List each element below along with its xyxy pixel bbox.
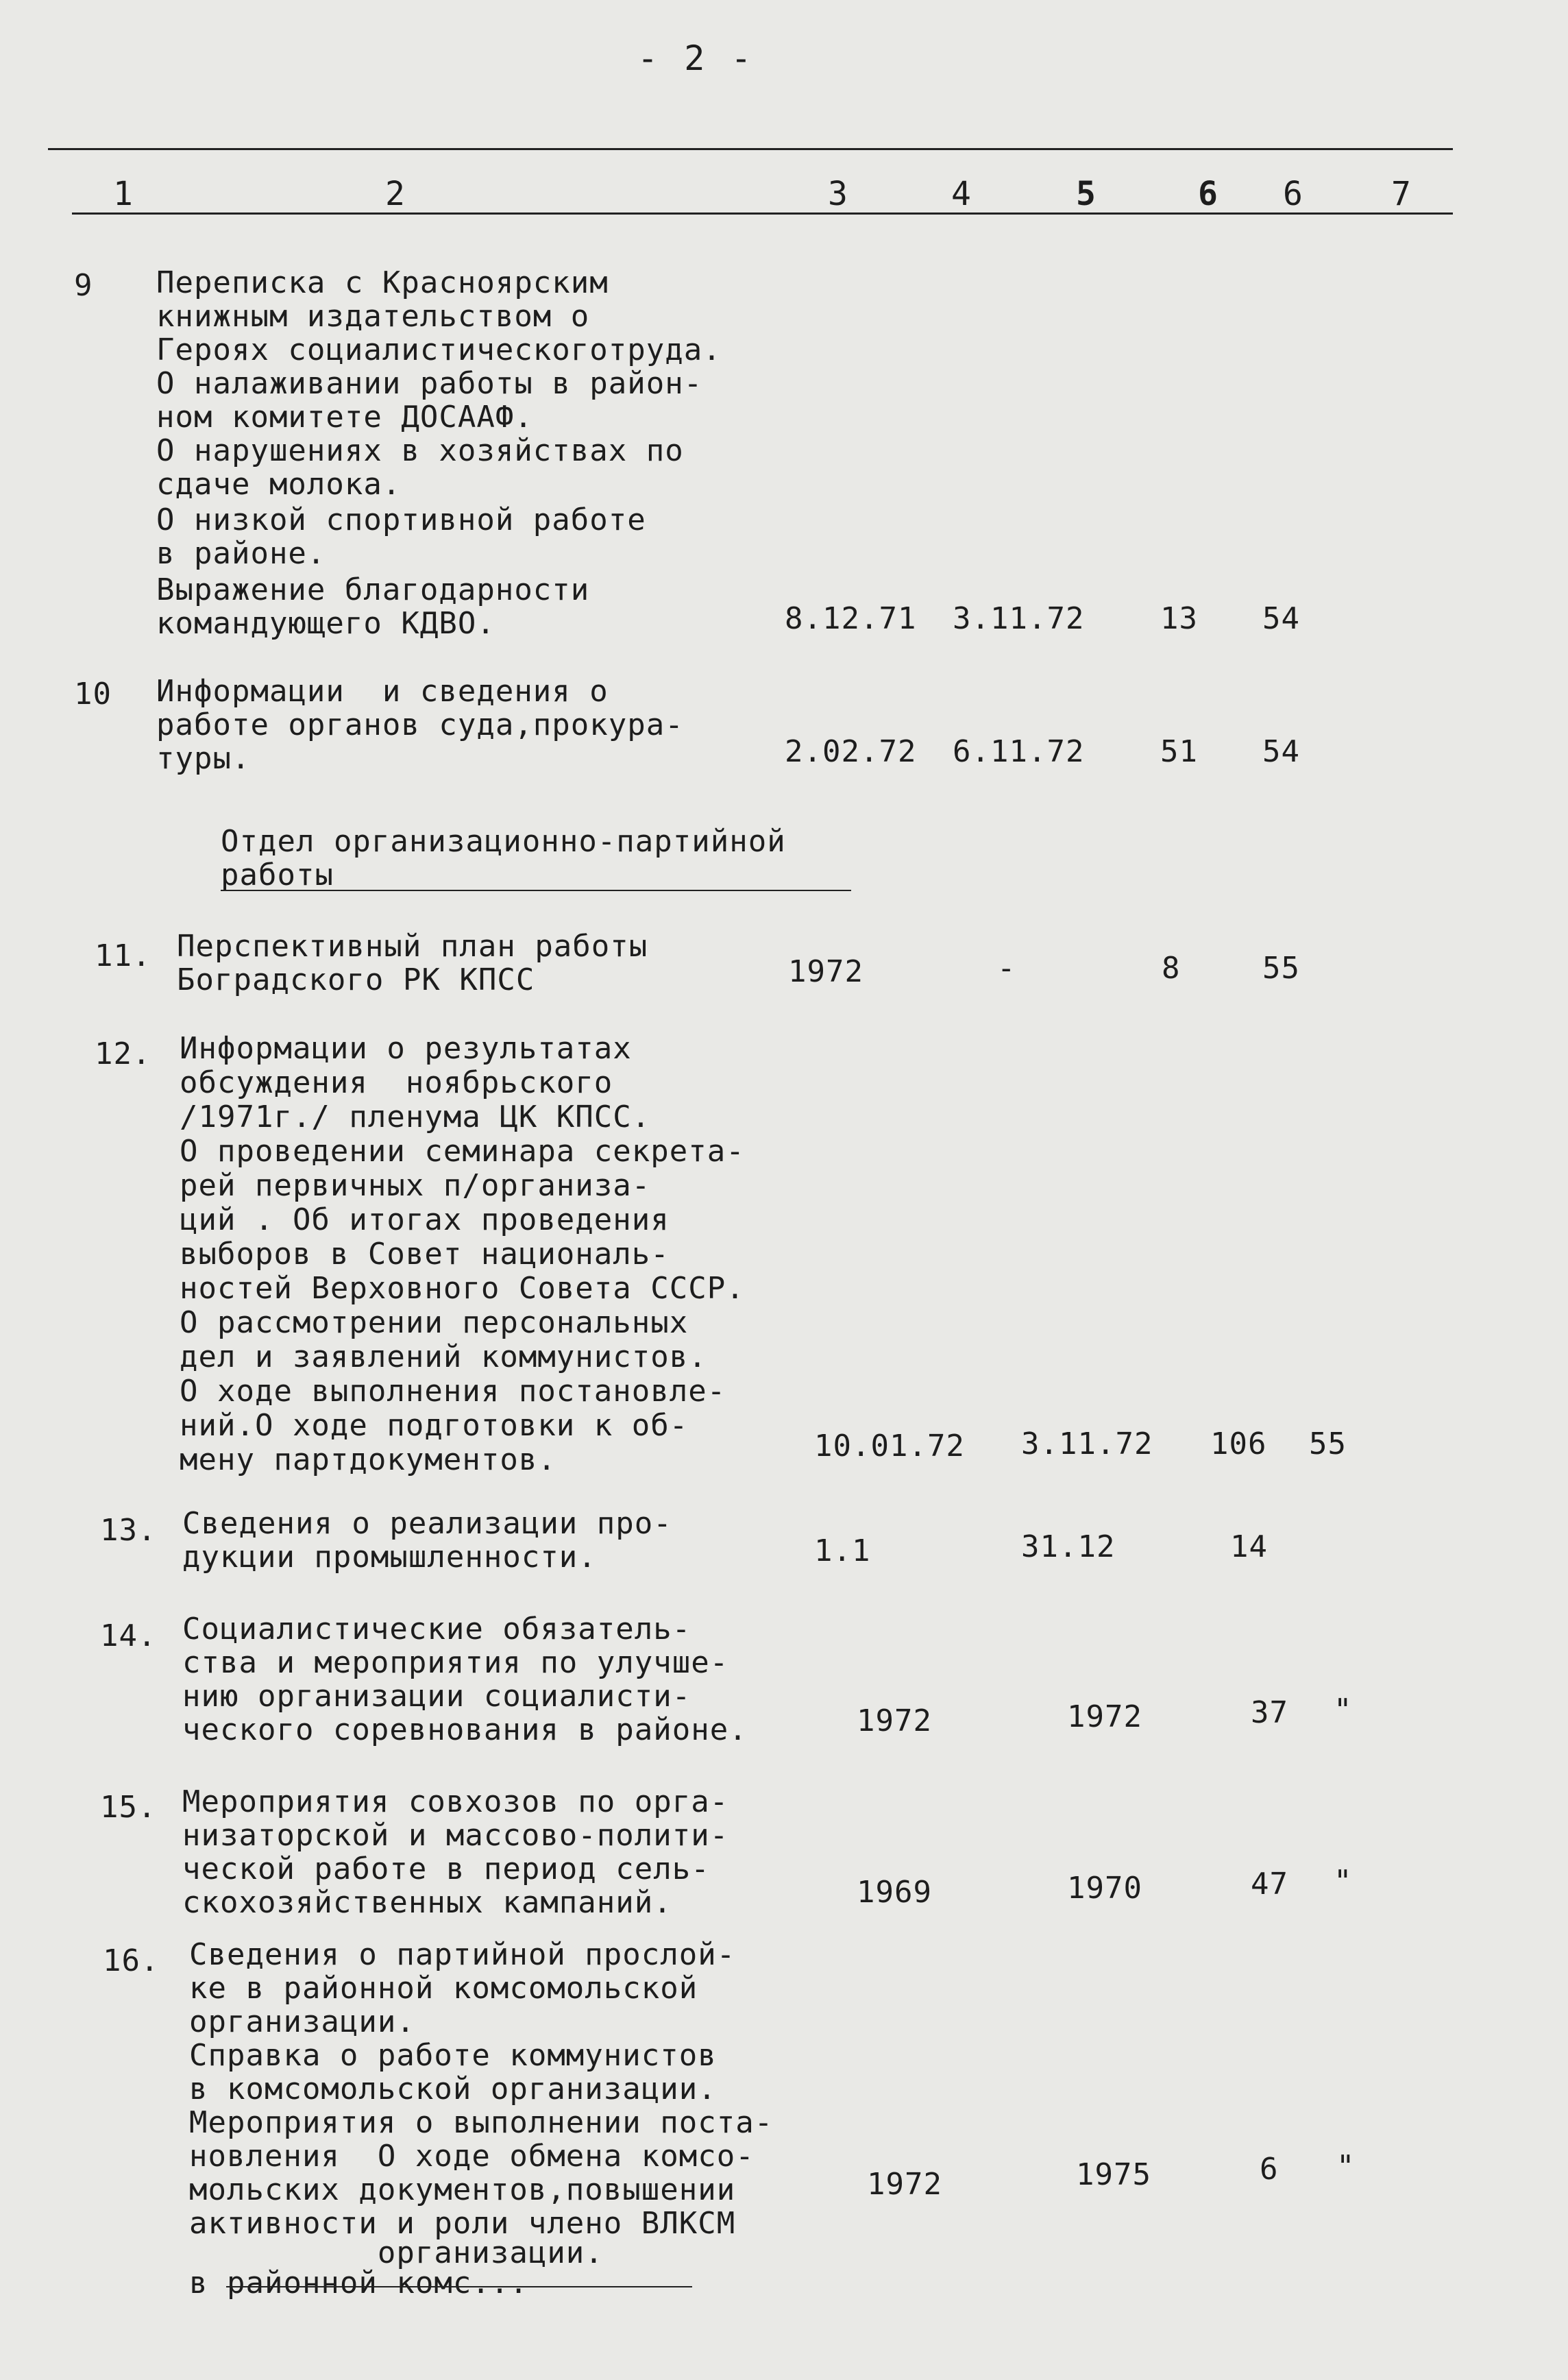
entry-col6: 55 [1309, 1426, 1347, 1461]
entry-text-line: Мероприятия о выполнении поста- [189, 2105, 774, 2140]
entry-text-line: дел и заявлений коммунистов. [180, 1339, 707, 1374]
page-number: - 2 - [637, 38, 755, 78]
entry-start-date: 2.02.72 [785, 734, 917, 769]
entry-text-line: ке в районной комсомольской [189, 1971, 698, 2006]
entry-text-line: Информации о результатах [180, 1031, 632, 1066]
entry-col6: " [1334, 1692, 1353, 1727]
entry-sheet-count: 106 [1210, 1426, 1267, 1461]
entry-number: 13. [100, 1513, 157, 1548]
section-heading-line: Отдел организационно-партийной [221, 824, 786, 859]
column-header-2: 2 [385, 175, 405, 213]
entry-text-line: дукции промышленности. [182, 1540, 597, 1575]
entry-sheet-count: 51 [1160, 734, 1198, 769]
entry-end-date: 3.11.72 [1021, 1426, 1153, 1461]
entry-text-line: рей первичных п/организа- [180, 1168, 651, 1203]
entry-end-date: 31.12 [1021, 1529, 1116, 1564]
header-bottom-rule [72, 212, 1453, 215]
entry-text-line: низаторской и массово-полити- [182, 1818, 729, 1853]
column-header-7: 7 [1391, 175, 1411, 213]
entry-text-line: О налаживании работы в район- [156, 366, 703, 401]
bottom-cut-line [226, 2286, 692, 2287]
entry-text-line: ческой работе в период сель- [182, 1851, 710, 1886]
entry-text-line: мольских документов,повышении [189, 2172, 736, 2207]
entry-text-line: О низкой спортивной работе [156, 502, 646, 537]
entry-text-line: выборов в Совет националь- [180, 1237, 670, 1272]
entry-text-line: О ходе выполнения постановле- [180, 1374, 726, 1409]
entry-number: 11. [95, 938, 151, 973]
entry-text-line: организации. [189, 2004, 415, 2039]
column-header-1: 1 [113, 175, 133, 213]
entry-text-line: мену партдокументов. [180, 1442, 556, 1477]
column-header-6b: 6 [1283, 175, 1303, 213]
entry-text-line: сдаче молока. [156, 467, 402, 502]
entry-number: 16. [103, 1943, 160, 1978]
entry-start-date: 1972 [788, 954, 863, 989]
entry-text-line: О нарушениях в хозяйствах по [156, 433, 684, 468]
entry-number: 14. [100, 1618, 157, 1653]
entry-start-date: 1.1 [814, 1533, 871, 1568]
entry-start-date: 1969 [857, 1875, 932, 1910]
header-top-rule [48, 148, 1453, 150]
entry-start-date: 10.01.72 [814, 1429, 965, 1464]
entry-text-line: в комсомольской организации. [189, 2072, 717, 2106]
entry-text-line: Сведения о реализации про- [182, 1506, 672, 1541]
entry-end-date: 1970 [1067, 1871, 1142, 1906]
entry-text-line: Героях социалистическоготруда. [156, 332, 722, 367]
entry-end-date: 6.11.72 [953, 734, 1085, 769]
entry-text-line: ний.О ходе подготовки к об- [180, 1408, 689, 1443]
entry-number: 12. [95, 1036, 151, 1071]
entry-text-line: Сведения о партийной прослой- [189, 1937, 736, 1972]
section-heading-underline [221, 890, 851, 891]
entry-end-date: 1975 [1076, 2157, 1151, 2192]
entry-sheet-count: 13 [1160, 601, 1198, 636]
entry-start-date: 1972 [867, 2167, 942, 2202]
entry-number: 10 [74, 677, 112, 712]
entry-text-line: скохозяйственных кампаний. [182, 1885, 672, 1920]
entry-text-line: активности и роли члено ВЛКСМ [189, 2206, 736, 2241]
entry-sheet-count: 37 [1251, 1695, 1288, 1730]
column-header-3: 3 [828, 175, 848, 213]
section-heading-line: работы [221, 858, 334, 892]
entry-text-line: ностей Верховного Совета СССР. [180, 1271, 745, 1306]
entry-text-line: Перспективный план работы [177, 929, 648, 964]
entry-text-line: Справка о работе коммунистов [189, 2038, 717, 2073]
entry-col6: 55 [1262, 951, 1300, 986]
entry-text-line: книжным издательством о [156, 299, 590, 334]
column-header-5: 5 [1076, 175, 1096, 213]
entry-text-line: обсуждения ноябрьского [180, 1065, 613, 1100]
column-header-4: 4 [951, 175, 971, 213]
entry-text-line: ства и мероприятия по улучше- [182, 1645, 729, 1680]
entry-text-line: организации. [189, 2235, 604, 2270]
entry-text-line: Социалистические обязатель- [182, 1612, 691, 1647]
entry-text-line: ций . Об итогах проведения [180, 1202, 670, 1237]
entry-col6: " [1334, 1864, 1353, 1899]
entry-start-date: 8.12.71 [785, 601, 917, 636]
column-header-6a: 6 [1198, 175, 1218, 213]
entry-end-date: 3.11.72 [953, 601, 1085, 636]
entry-col6: 54 [1262, 601, 1300, 636]
entry-col6: " [1336, 2149, 1356, 2184]
entry-sheet-count: 14 [1230, 1529, 1268, 1564]
entry-text-line: новления О ходе обмена комсо- [189, 2139, 755, 2174]
entry-text-line: в районе. [156, 536, 326, 571]
entry-text-line: ном комитете ДОСААФ. [156, 400, 533, 435]
entry-text-line: работе органов суда,прокура- [156, 707, 684, 742]
entry-end-date: 1972 [1067, 1699, 1142, 1734]
entry-text-line: О рассмотрении персональных [180, 1305, 689, 1340]
entry-text-line: Мероприятия совхозов по орга- [182, 1784, 729, 1819]
entry-text-line: Выражение благодарности [156, 572, 590, 607]
entry-text-line: нию организации социалисти- [182, 1679, 691, 1714]
entry-text-line: в районной комс... [189, 2266, 528, 2300]
entry-text-line: Переписка с Красноярским [156, 265, 609, 300]
entry-text-line: О проведении семинара секрета- [180, 1134, 745, 1169]
entry-sheet-count: 6 [1260, 2152, 1279, 2187]
entry-number: 9 [74, 268, 93, 303]
entry-text-line: Информации и сведения о [156, 674, 609, 709]
entry-text-line: командующего КДВО. [156, 606, 495, 641]
entry-start-date: 1972 [857, 1703, 932, 1738]
entry-text-line: /1971г./ пленума ЦК КПСС. [180, 1100, 651, 1134]
entry-text-line: Боградского РК КПСС [177, 962, 535, 997]
entry-text-line: ческого соревнования в районе. [182, 1712, 748, 1747]
entry-sheet-count: 47 [1251, 1867, 1288, 1902]
entry-number: 15. [100, 1790, 157, 1825]
entry-sheet-count: 8 [1162, 951, 1181, 986]
entry-end-date: - [997, 951, 1016, 986]
entry-col6: 54 [1262, 734, 1300, 769]
entry-text-line: туры. [156, 741, 251, 776]
